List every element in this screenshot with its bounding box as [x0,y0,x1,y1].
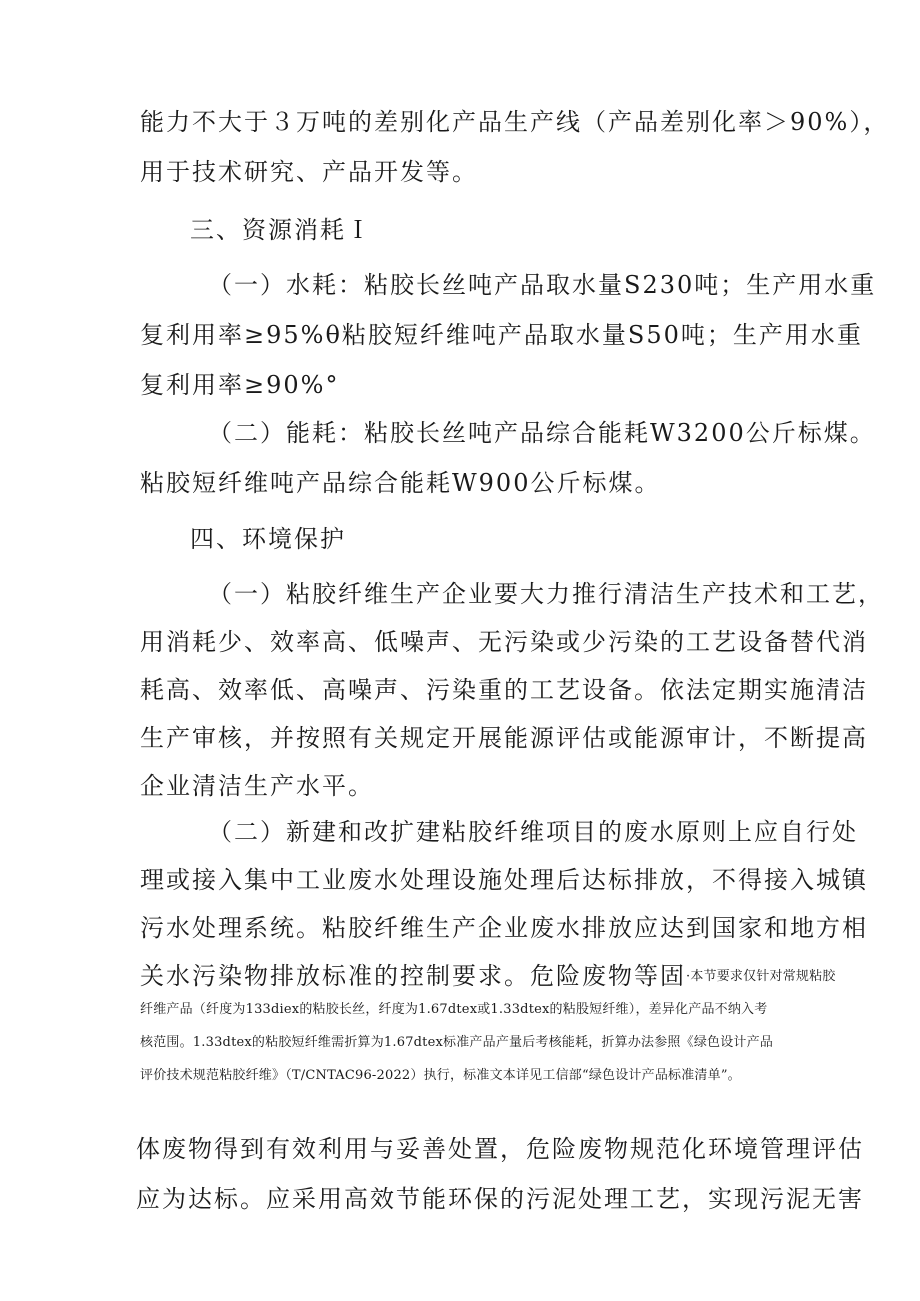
paragraph-line: 污水处理系统。粘胶纤维生产企业废水排放应达到国家和地方相 [140,914,868,942]
paragraph-line: 能力不大于３万吨的差别化产品生产线（产品差别化率＞90%）， [140,108,890,136]
paragraph-line: 用消耗少、效率高、低噪声、无污染或少污染的工艺设备替代消 [140,628,868,656]
paragraph-line: 应为达标。应采用高效节能环保的污泥处理工艺，实现污泥无害 [136,1185,864,1213]
paragraph-line: （二）新建和改扩建粘胶纤维项目的废水原则上应自行处 [208,818,858,846]
paragraph-text: 关水污染物排放标准的控制要求。危险废物等固 [140,962,686,990]
paragraph-line: （一）水耗：粘胶长丝吨产品取水量S230吨；生产用水重 [208,271,877,299]
paragraph-line: （一）粘胶纤维生产企业要大力推行清洁生产技术和工艺， [208,580,884,608]
paragraph-line [140,959,836,994]
paragraph-line: （二）能耗：粘胶长丝吨产品综合能耗W3200公斤标煤。 [208,419,876,447]
paragraph-line: 企业清洁生产水平。 [140,772,374,800]
footnote-line: 核范围。1.33dtex的粘胶短纤维需折算为1.67dtex标准产品产量后考核能耗，折算办法参照《绿色设计产品 [140,1035,774,1050]
footnote-line: 纤维产品（纤度为133diex的粘胶长丝，纤度为1.67dtex或1.33dtex的粘股短纤维），差异化产品不纳入考 [140,1002,768,1017]
paragraph-line: 复利用率≥95%θ粘胶短纤维吨产品取水量S50吨；生产用水重 [140,321,863,349]
paragraph-line: 耗高、效率低、高噪声、污染重的工艺设备。依法定期实施清洁 [140,676,868,704]
paragraph-line: 生产审核，并按照有关规定开展能源评估或能源审计，不断提高 [140,724,868,752]
section-heading-environmental-protection: 四、环境保护 [190,525,346,553]
paragraph-line: 复利用率≥90%° [140,371,340,399]
paragraph-line: 理或接入集中工业废水处理设施处理后达标排放，不得接入城镇 [140,866,868,894]
footnote-line: 评价技术规范粘胶纤维》（T/CNTAC96-2022）执行，标准文本详见工信部“绿色设计产品标准清单”。 [140,1068,741,1083]
section-heading-resource-consumption: 三、资源消耗Ｉ [190,216,372,244]
paragraph-line: 粘胶短纤维吨产品综合能耗W900公斤标煤。 [140,469,661,497]
footnote-text: ·本节要求仅针对常规粘胶 [686,969,836,984]
paragraph-line: 体废物得到有效利用与妥善处置，危险废物规范化环境管理评估 [136,1135,864,1163]
paragraph-line: 用于技术研究、产品开发等。 [140,158,478,186]
